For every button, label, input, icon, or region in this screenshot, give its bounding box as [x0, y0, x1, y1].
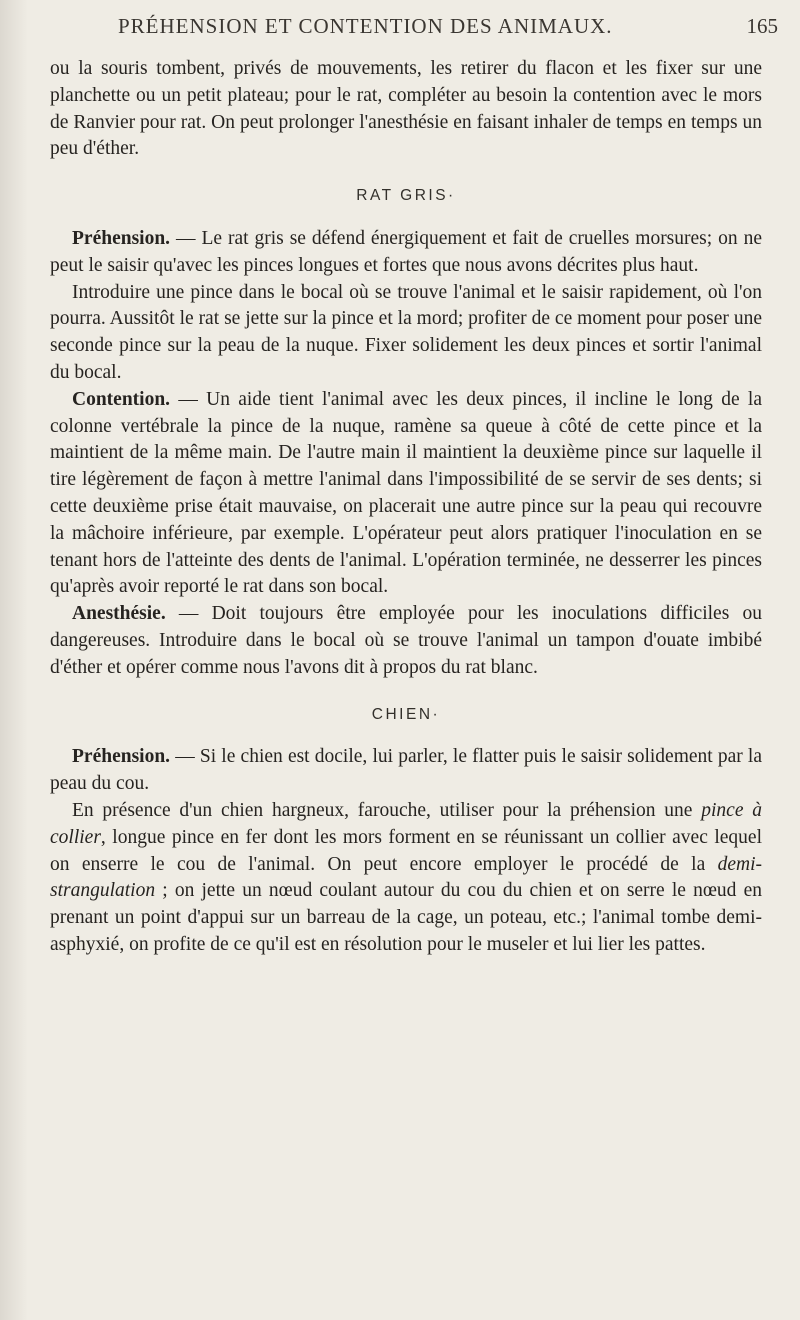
rat-anesthesie-paragraph [50, 601, 762, 681]
chien-text-b: , longue pince en fer dont les mors forment en se réunissant un collier avec lequel on enserre le cou de l'animal. On peut encore employer le procédé de la [50, 826, 762, 875]
section-heading-chien: CHIEN· [371, 705, 441, 723]
gutter-shadow [0, 0, 28, 1320]
chien-prehension-paragraph [50, 744, 762, 798]
rat-prehension-paragraph-2: Introduire une pince dans le bocal où se trouve l'animal et le saisir rapidement, où l'on pourra. Aussitôt le rat se jette sur la pince et la mord; profiter de ce moment pour poser une seconde pince sur la peau de la nuque. Fixer solidement les deux pinces et sortir l'animal du bocal. [50, 281, 762, 383]
rat-contention-paragraph [50, 387, 762, 601]
text-block [50, 56, 762, 959]
page-number: 165 [746, 14, 778, 38]
rat-contention-label: Contention. [72, 388, 171, 410]
chien-text-c: ; on jette un nœud coulant autour du cou du chien et on serre le nœud en prenant un point d'appui sur un barreau de la cage, un poteau, etc.; l'animal tombe demi-asphyxié, on profite de ce qu'il est en résolution pour le museler et lui lier les pattes. [50, 880, 762, 955]
running-title: PRÉHENSION ET CONTENTION DES ANIMAUX. [118, 14, 613, 38]
chien-prehension-text: — Si le chien est docile, lui parler, le flatter puis le saisir solidement par la peau du cou. [50, 746, 762, 795]
rat-prehension-paragraph [50, 226, 762, 280]
chien-prehension-label: Préhension. [72, 746, 171, 768]
rat-anesthesie-text: — Doit toujours être employée pour les inoculations difficiles ou dangereuses. Introduire dans le bocal où se trouve l'animal un tampon d'ouate imbibé d'éther et opérer comme nous l'avons dit à propos du rat blanc. [50, 603, 762, 678]
rat-anesthesie-label: Anesthésie. [72, 603, 166, 625]
section-heading-rat-gris: RAT GRIS· [356, 187, 456, 205]
rat-contention-text: — Un aide tient l'animal avec les deux pinces, il incline le long de la colonne vertébrale la pince de la nuque, ramène sa queue à côté de cette pince et la maintient de la même main. De l'autre main il maintient la deuxième pince sur laquelle il tire légèrement de façon à mettre l'animal dans l'impossibilité de se servir de ses dents; si cette deuxième prise était mauvaise, on placerait une autre pince sur la peau qui recouvre la mâchoire inférieure, par exemple. L'opérateur peut alors pratiquer l'inoculation en se tenant hors de l'atteinte des dents de l'animal. L'opération terminée, ne desserrer les pinces qu'après avoir reporté le rat dans son bocal. [50, 388, 762, 598]
chien-term-demi-strangulation: demi-strangulation [50, 853, 762, 902]
chien-prehension-paragraph-2 [50, 798, 762, 959]
intro-paragraph: ou la souris tombent, privés de mouvements, les retirer du flacon et les fixer sur une planchette ou un petit plateau; pour le rat, compléter au besoin la contention avec le mors de Ranvier pour rat. On peut prolonger l'anesthésie en faisant inhaler de temps en temps un peu d'éther. [50, 58, 762, 160]
rat-prehension-label: Préhension. [72, 227, 171, 249]
chien-term-pince-a-collier: pince à collier [50, 799, 763, 848]
rat-prehension-text: — Le rat gris se défend énergiquement et fait de cruelles morsures; on ne peut le saisir qu'avec les pinces longues et fortes que nous avons décrites plus haut. [50, 227, 762, 276]
running-head [98, 14, 788, 44]
chien-text-a: En présence d'un chien hargneux, farouche, utiliser pour la préhension une [72, 799, 702, 821]
